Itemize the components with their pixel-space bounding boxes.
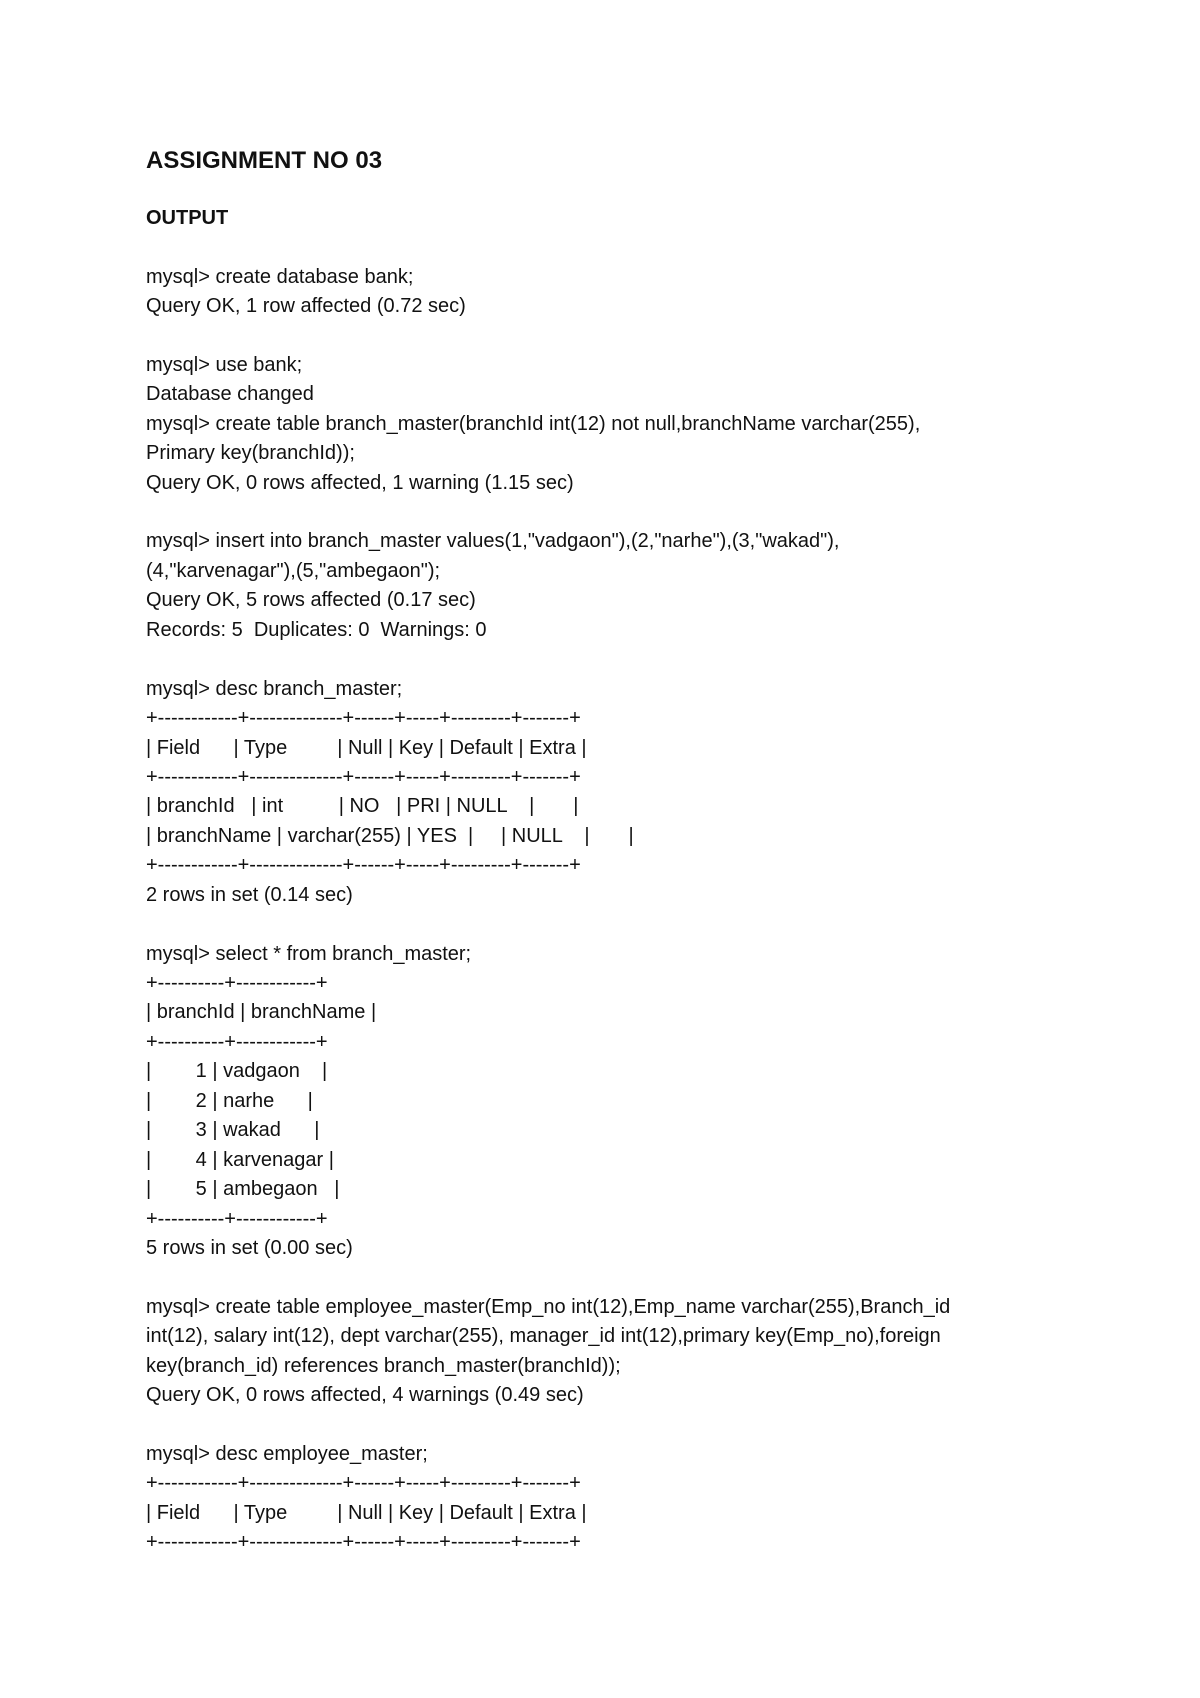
- output-line: +------------+--------------+------+-----+---------+-------+: [146, 854, 581, 877]
- output-line: (4,"karvenagar"),(5,"ambegaon");: [146, 559, 441, 582]
- output-line: | 5 | ambegaon |: [146, 1178, 340, 1201]
- output-line: | branchId | branchName |: [146, 1001, 377, 1024]
- output-line: +----------+------------+: [146, 1030, 328, 1053]
- output-line: Query OK, 5 rows affected (0.17 sec): [146, 589, 476, 612]
- output-line: mysql> create database bank;: [146, 265, 414, 288]
- output-line: | Field | Type | Null | Key | Default | Extra |: [146, 736, 587, 759]
- output-line: Query OK, 1 row affected (0.72 sec): [146, 294, 466, 317]
- console-output: [146, 263, 1106, 1558]
- output-line: [146, 910, 1106, 939]
- output-line: [146, 1263, 1106, 1292]
- output-line: 2 rows in set (0.14 sec): [146, 883, 353, 906]
- output-line: +------------+--------------+------+-----+---------+-------+: [146, 707, 581, 730]
- output-heading: OUTPUT: [146, 207, 229, 229]
- output-line: mysql> select * from branch_master;: [146, 942, 472, 965]
- output-line: int(12), salary int(12), dept varchar(255), manager_id int(12),primary key(Emp_no),foreign: [146, 1325, 941, 1348]
- output-line: +----------+------------+: [146, 1207, 328, 1230]
- output-line: [146, 498, 1106, 527]
- output-line: +------------+--------------+------+-----+---------+-------+: [146, 765, 581, 788]
- document-content: [146, 146, 1106, 1558]
- output-line: Records: 5 Duplicates: 0 Warnings: 0: [146, 618, 487, 641]
- output-line: [146, 645, 1106, 674]
- output-line: Query OK, 0 rows affected, 1 warning (1.15 sec): [146, 471, 574, 494]
- output-line: | branchName | varchar(255) | YES | | NULL | |: [146, 824, 634, 847]
- output-line: | 4 | karvenagar |: [146, 1148, 334, 1171]
- output-line: [146, 321, 1106, 350]
- output-line: Query OK, 0 rows affected, 4 warnings (0.49 sec): [146, 1384, 584, 1407]
- output-line: 5 rows in set (0.00 sec): [146, 1236, 353, 1259]
- output-line: mysql> desc employee_master;: [146, 1443, 428, 1465]
- output-line: Database changed: [146, 383, 314, 406]
- output-line: | Field | Type | Null | Key | Default | Extra |: [146, 1501, 587, 1524]
- output-line: +------------+--------------+------+-----+---------+-------+: [146, 1472, 581, 1495]
- output-line: | 3 | wakad |: [146, 1119, 320, 1142]
- output-line: mysql> desc branch_master;: [146, 677, 403, 700]
- output-line: +----------+------------+: [146, 972, 328, 994]
- output-line: mysql> create table branch_master(branchId int(12) not null,branchName varchar(255),: [146, 412, 921, 435]
- output-line: [146, 1411, 1106, 1440]
- output-line: Primary key(branchId));: [146, 442, 355, 465]
- output-line: mysql> create table employee_master(Emp_no int(12),Emp_name varchar(255),Branch_id: [146, 1295, 951, 1318]
- output-line: +------------+--------------+------+-----+---------+-------+: [146, 1531, 581, 1554]
- output-line: | 1 | vadgaon |: [146, 1060, 328, 1083]
- output-line: | 2 | narhe |: [146, 1089, 313, 1112]
- assignment-title: ASSIGNMENT NO 03: [146, 147, 383, 174]
- output-line: mysql> insert into branch_master values(1,"vadgaon"),(2,"narhe"),(3,"wakad"),: [146, 530, 840, 553]
- output-line: mysql> use bank;: [146, 353, 303, 376]
- output-line: | branchId | int | NO | PRI | NULL | |: [146, 795, 579, 818]
- output-line: key(branch_id) references branch_master(branchId));: [146, 1354, 621, 1377]
